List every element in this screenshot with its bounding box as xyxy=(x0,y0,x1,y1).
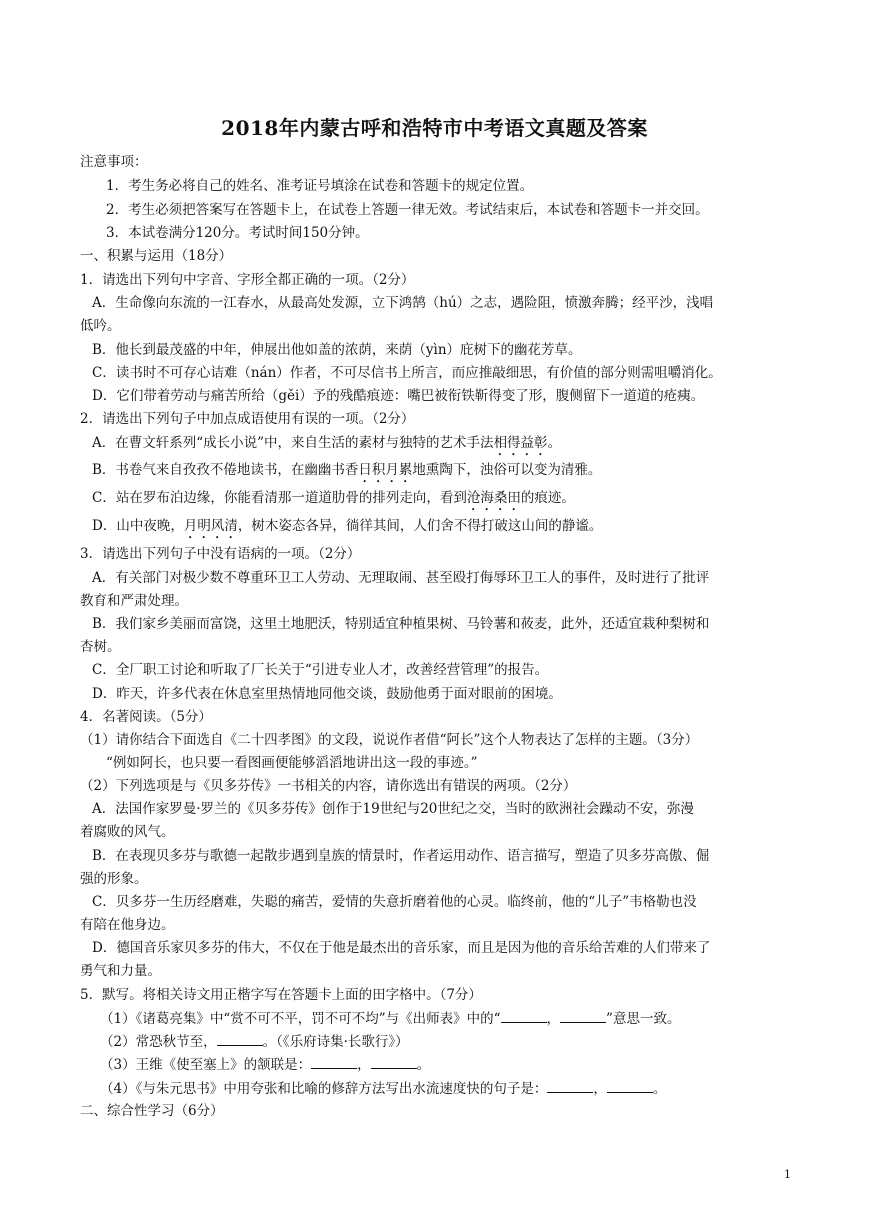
notice-item: 2．考生必须把答案写在答题卡上，在试卷上答题一律无效。考试结束后，本试卷和答题卡一并交回。 xyxy=(106,202,709,218)
answer-blank xyxy=(501,1008,547,1023)
option-c: C．站在罗布泊边缘，你能看清那一道道肋骨的排列走向，看到沧海桑田的痕迹。 xyxy=(92,490,575,506)
option-d-cont: 勇气和力量。 xyxy=(80,963,161,979)
answer-blank xyxy=(547,1078,593,1093)
notice-item: 3．本试卷满分120分。考试时间150分钟。 xyxy=(106,225,369,241)
option-c-cont: 有陪在他身边。 xyxy=(80,917,175,933)
option-b: B．我们家乡美丽而富饶，这里土地肥沃，特别适宜种植果树、马铃薯和莜麦，此外，还适宜栽种梨树和 xyxy=(92,616,710,632)
answer-blank xyxy=(607,1078,653,1093)
page-number: 1 xyxy=(784,1168,791,1181)
option-a: A．生命像向东流的一江春水，从最高处发源，立下鸿鹄（hú）之志，遇险阻，愤激奔腾；经平沙，浅唱 xyxy=(92,295,714,311)
option-b-cont: 杏树。 xyxy=(80,639,121,655)
option-a-cont: 着腐败的风气。 xyxy=(80,824,175,840)
option-a-cont: 低吟。 xyxy=(80,318,121,334)
dotted-idiom: 相得益彰 xyxy=(493,435,548,451)
question-stem: 4．名著阅读。（5分） xyxy=(80,709,212,725)
quote: “例如阿长，也只要一看图画便能够滔滔地讲出这一段的事迹。” xyxy=(106,755,478,771)
notice-heading: 注意事项： xyxy=(80,154,148,170)
dictation-item: （4）《与朱元思书》中用夸张和比喻的修辞方法写出水流速度快的句子是： ， 。 xyxy=(100,1078,666,1098)
option-b: B．书卷气来自孜孜不倦地读书，在幽幽书香日积月累地熏陶下，浊俗可以变为清雅。 xyxy=(92,462,602,478)
option-a: A．有关部门对极少数不尊重环卫工人劳动、无理取闹、甚至殴打侮辱环卫工人的事件，及时进行了批评 xyxy=(92,570,710,586)
dotted-idiom: 沧海桑田 xyxy=(466,490,521,506)
option-d: D．昨天，许多代表在休息室里热情地同他交谈，鼓励他勇于面对眼前的困境。 xyxy=(92,686,562,702)
option-a: A．法国作家罗曼·罗兰的《贝多芬传》创作于19世纪与20世纪之交，当时的欧洲社会躁动不安，弥漫 xyxy=(92,801,694,817)
option-b: B．在表现贝多芬与歌德一起散步遇到皇族的情景时，作者运用动作、语言描写，塑造了贝多芬高傲、倔 xyxy=(92,848,710,864)
option-c: C．贝多芬一生历经磨难，失聪的痛苦，爱情的失意折磨着他的心灵。临终前，他的“儿子”韦格勒也没 xyxy=(92,894,697,910)
section-heading: 一、积累与运用（18分） xyxy=(80,248,233,264)
section-heading: 二、综合性学习（6分） xyxy=(80,1103,224,1119)
page-title: 2018年内蒙古呼和浩特市中考语文真题及答案 xyxy=(221,116,648,140)
question-stem: 2．请选出下列句子中加点成语使用有误的一项。（2分） xyxy=(80,411,415,427)
option-d: D．德国音乐家贝多芬的伟大，不仅在于他是最杰出的音乐家，而且是因为他的音乐给苦难的人们带来了 xyxy=(92,940,711,956)
answer-blank xyxy=(311,1054,357,1069)
option-b-cont: 强的形象。 xyxy=(80,871,148,887)
option-a-cont: 教育和严肃处理。 xyxy=(80,593,188,609)
question-stem: 3．请选出下列句子中没有语病的一项。（2分） xyxy=(80,546,361,562)
dictation-item: （2）常恐秋节至， 。（《乐府诗集·长歌行》） xyxy=(100,1031,409,1051)
sub-question: （2）下列选项是与《贝多芬传》一书相关的内容，请你选出有错误的两项。（2分） xyxy=(80,778,577,794)
sub-question: （1）请你结合下面选自《二十四孝图》的文段，说说作者借“阿长”这个人物表达了怎样的主题。（3分） xyxy=(80,732,699,748)
option-b: B．他长到最茂盛的中年，伸展出他如盖的浓荫，来荫（yìn）庇树下的幽花芳草。 xyxy=(92,342,582,358)
notice-item: 1．考生务必将自己的姓名、准考证号填涂在试卷和答题卡的规定位置。 xyxy=(106,178,534,194)
dotted-idiom: 月明风清 xyxy=(183,518,238,534)
question-stem: 5．默写。将相关诗文用正楷字写在答题卡上面的田字格中。（7分） xyxy=(80,987,482,1003)
answer-blank xyxy=(560,1008,606,1023)
option-a: A．在曹文轩系列“成长小说”中，来自生活的素材与独特的艺术手法相得益彰。 xyxy=(92,435,562,451)
option-d: D．它们带着劳动与痛苦所给（gěi）予的残酷痕迹：嘴巴被衔铁靳得变了形，腹侧留下一道道的疮痍。 xyxy=(92,388,705,404)
answer-blank xyxy=(217,1031,263,1046)
answer-blank xyxy=(371,1054,417,1069)
option-c: C．全厂职工讨论和听取了厂长关于“引进专业人才，改善经营管理”的报告。 xyxy=(92,662,549,678)
dictation-item: （1）《诸葛亮集》中“赏不可不平，罚不可不均”与《出师表》中的“ ， ”意思一致。 xyxy=(100,1008,680,1028)
option-c: C．读书时不可存心诘难（nán）作者，不可尽信书上所言，而应推敲细思，有价值的部分则需咀嚼消化。 xyxy=(92,365,722,381)
dictation-item: （3）王维《使至塞上》的颔联是： ， 。 xyxy=(100,1054,430,1074)
option-d: D．山中夜晚，月明风清，树木姿态各异，徜徉其间，人们舍不得打破这山间的静谧。 xyxy=(92,518,603,534)
dotted-idiom: 日积月累 xyxy=(358,462,413,478)
question-stem: 1．请选出下列句中字音、字形全都正确的一项。（2分） xyxy=(80,272,415,288)
